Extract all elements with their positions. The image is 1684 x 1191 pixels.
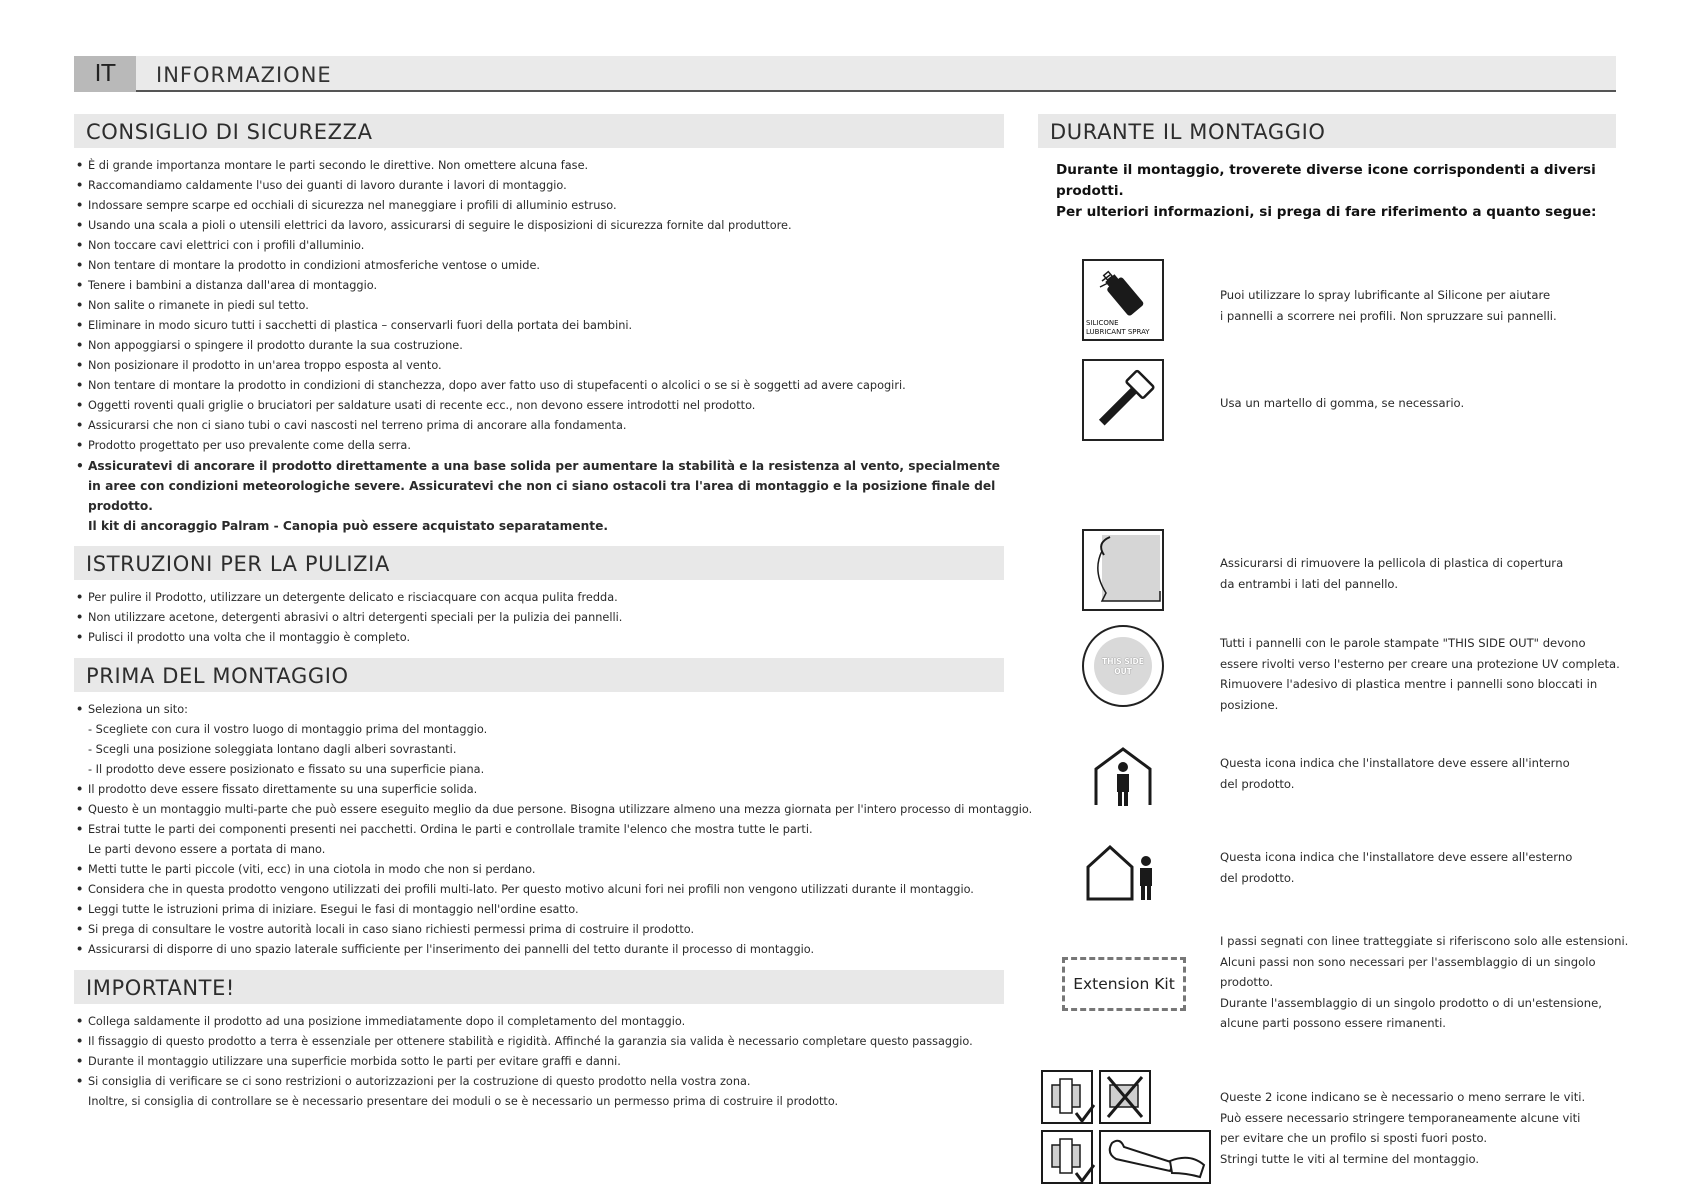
list-item: • Leggi tutte le istruzioni prima di iniziare. Esegui le fasi di montaggio nell'ordine esatto. <box>76 903 579 916</box>
screw-tighten-icons <box>1040 1069 1212 1187</box>
list-item: • Questo è un montaggio multi-parte che può essere eseguito meglio da due persone. Bisogna utilizzare almeno una mezza giornata per l'intero processo di montaggio. <box>76 803 1033 816</box>
list-item: • Il fissaggio di questo prodotto a terra è essenziale per ottenere stabilità e rigidità. Affinché la garanzia sia valida è necessario completare questo passaggio. <box>76 1035 973 1048</box>
list-item: • Estrai tutte le parti dei componenti presenti nei pacchetti. Ordina le parti e controllale tramite l'elenco che mostra tutte le parti. <box>76 823 813 836</box>
list-item: • È di grande importanza montare le parti secondo le direttive. Non omettere alcuna fase. <box>76 159 589 172</box>
list-item: • Non salite o rimanete in piedi sul tetto. <box>76 299 309 312</box>
list-item: • Collega saldamente il prodotto ad una posizione immediatamente dopo il completamento del montaggio. <box>76 1015 686 1028</box>
list-item: • Usando una scala a pioli o utensili elettrici da lavoro, assicurarsi di seguire le disposizioni di sicurezza fornite dal produttore. <box>76 219 792 232</box>
list-item: • Il prodotto deve essere fissato direttamente su una superficie solida. <box>76 783 478 796</box>
list-item: • Eliminare in modo sicuro tutti i sacchetti di plastica – conservarli fuori della portata dei bambini. <box>76 319 633 332</box>
peel-film-icon <box>1082 529 1164 611</box>
list-item: • Non toccare cavi elettrici con i profili d'alluminio. <box>76 239 365 252</box>
list-item: • Non appoggiarsi o spingere il prodotto durante la sua costruzione. <box>76 339 463 352</box>
rubber-hammer-icon <box>1082 359 1164 441</box>
list-item: • Oggetti roventi quali griglie o bruciatori per saldature usati di recente ecc., non devono essere introdotti nel prodotto. <box>76 399 756 412</box>
safety-list <box>74 156 1004 536</box>
this-side-out-icon: THIS SIDE OUT <box>1082 625 1164 707</box>
installer-inside-icon <box>1082 743 1164 813</box>
list-item: • Si consiglia di verificare se ci sono restrizioni o autorizzazioni per la costruzione di questo prodotto nella vostra zona. <box>76 1075 751 1088</box>
during-assembly-heading: DURANTE IL MONTAGGIO <box>1038 114 1616 148</box>
page-title: INFORMAZIONE <box>156 63 332 87</box>
right-column: DURANTE IL MONTAGGIO Durante il montaggio, troverete diverse icone corrispondenti a diversi prodotti. Per ulteriori informazioni, si prega di fare riferimento a quanto segue: SILICONE LUBRICANT SPRAY Puoi utilizzare lo spray lubrificante al Silicone per aiutare i pannelli a scorrere nei profili. Non spruzzare sui pannelli. Usa un martello di gomma, se necessario. Assicurarsi di rimuovere la pellicola di plastica di copertura da entrambi i lati del pannello. THIS SIDE OUT Tutti i pannelli con le parole stampate "THIS SIDE OUT" devono essere rivolti verso l'esterno per creare una protezione UV completa. Rimuovere l'adesivo di plastica mentre i pannelli sono bloccati in posizione. Questa icona indica che l'installatore deve essere all'interno del prodotto. Questa icona indica che l'installatore deve essere all'esterno del prodotto. Extension Kit I passi segnati con linee tratteggiate si riferiscono solo alle estensioni. Alcuni passi non sono necessari per l'assemblaggio di un singolo prodotto. Durante l'assemblaggio di un singolo prodotto o di un'estensione, alcune parti possono essere rimanenti. Queste 2 icone indicano se è necessario o meno serrare le viti. Può essere necessario stringere temporaneamente alcune viti per evitare che un profilo si sposti fuori posto. Stringi tutte le viti al termine del montaggio. <box>1038 114 1616 223</box>
anchor-notice: • Assicuratevi di ancorare il prodotto direttamente a una base solida per aumentare la stabilità e la resistenza al vento, specialmente <box>76 459 1001 473</box>
list-item: • Assicurarsi che non ci siano tubi o cavi nascosti nel terreno prima di ancorare alla fondamenta. <box>76 419 627 432</box>
cleaning-list <box>74 588 1004 648</box>
left-column <box>74 114 1033 1112</box>
list-item: • Considera che in questa prodotto vengono utilizzati dei profili multi-lato. Per questo motivo alcuni fori nei profili non vengono utilizzati durante il montaggio. <box>76 883 974 896</box>
installer-outside-icon <box>1082 837 1164 907</box>
list-item: • Pulisci il prodotto una volta che il montaggio è completo. <box>76 631 411 644</box>
list-item: Le parti devono essere a portata di mano. <box>88 843 326 856</box>
anchor-notice-line: Il kit di ancoraggio Palram - Canopia può essere acquistato separatamente. <box>88 519 608 533</box>
during-intro: Durante il montaggio, troverete diverse icone corrispondenti a diversi prodotti. Per ulteriori informazioni, si prega di fare riferimento a quanto segue: <box>1056 162 1597 220</box>
list-item: • Per pulire il Prodotto, utilizzare un detergente delicato e risciacquare con acqua pulita fredda. <box>76 591 618 604</box>
list-item: • Indossare sempre scarpe ed occhiali di sicurezza nel maneggiare i profili di alluminio estruso. <box>76 199 617 212</box>
list-item: • Tenere i bambini a distanza dall'area di montaggio. <box>76 279 378 292</box>
silicone-spray-icon: SILICONE LUBRICANT SPRAY <box>1082 259 1164 341</box>
list-item: • Si prega di consultare le vostre autorità locali in caso siano richiesti permessi prima di costruire il prodotto. <box>76 923 695 936</box>
list-item: • Non posizionare il prodotto in un'area troppo esposta al vento. <box>76 359 442 372</box>
list-item: • Durante il montaggio utilizzare una superficie morbida sotto le parti per evitare graffi e danni. <box>76 1055 621 1068</box>
list-item: - Scegli una posizione soleggiata lontano dagli alberi sovrastanti. <box>88 743 457 756</box>
safety-heading: CONSIGLIO DI SICUREZZA <box>74 114 1004 148</box>
important-heading: IMPORTANTE! <box>74 970 1004 1004</box>
list-item: • Non tentare di montare la prodotto in condizioni di stanchezza, dopo aver fatto uso di stupefacenti o alcolici o se si è soggetti ad avere capogiri. <box>76 379 906 392</box>
important-list <box>74 1012 1004 1112</box>
before-assembly-list <box>74 700 1033 960</box>
list-item: - Scegliete con cura il vostro luogo di montaggio prima del montaggio. <box>88 723 488 736</box>
list-item: • Raccomandiamo caldamente l'uso dei guanti di lavoro durante i lavori di montaggio. <box>76 179 567 192</box>
list-item: • Prodotto progettato per uso prevalente come della serra. <box>76 439 411 452</box>
cleaning-heading: ISTRUZIONI PER LA PULIZIA <box>74 546 1004 580</box>
list-item: • Non utilizzare acetone, detergenti abrasivi o altri detergenti speciali per la pulizia dei pannelli. <box>76 611 623 624</box>
before-assembly-heading: PRIMA DEL MONTAGGIO <box>74 658 1004 692</box>
language-code: IT <box>74 56 136 92</box>
list-item: • Assicurarsi di disporre di uno spazio laterale sufficiente per l'inserimento dei pannelli del tetto durante il processo di montaggio. <box>76 943 815 956</box>
extension-kit-badge: Extension Kit <box>1062 957 1186 1011</box>
list-item: - Il prodotto deve essere posizionato e fissato su una superficie piana. <box>88 763 485 776</box>
anchor-notice-line: in aree con condizioni meteorologiche severe. Assicuratevi che non ci siano ostacoli tra l'area di montaggio e la posizione finale del prodotto. <box>88 479 996 513</box>
list-item: • Metti tutte le parti piccole (viti, ecc) in una ciotola in modo che non si perdano. <box>76 863 536 876</box>
list-item: Inoltre, si consiglia di controllare se è necessario presentare dei moduli o se è necessario un permesso prima di costruire il prodotto. <box>88 1095 839 1108</box>
list-item: • Non tentare di montare la prodotto in condizioni atmosferiche ventose o umide. <box>76 259 540 272</box>
list-item: • Seleziona un sito: <box>76 703 188 716</box>
header-bar <box>74 56 1616 92</box>
